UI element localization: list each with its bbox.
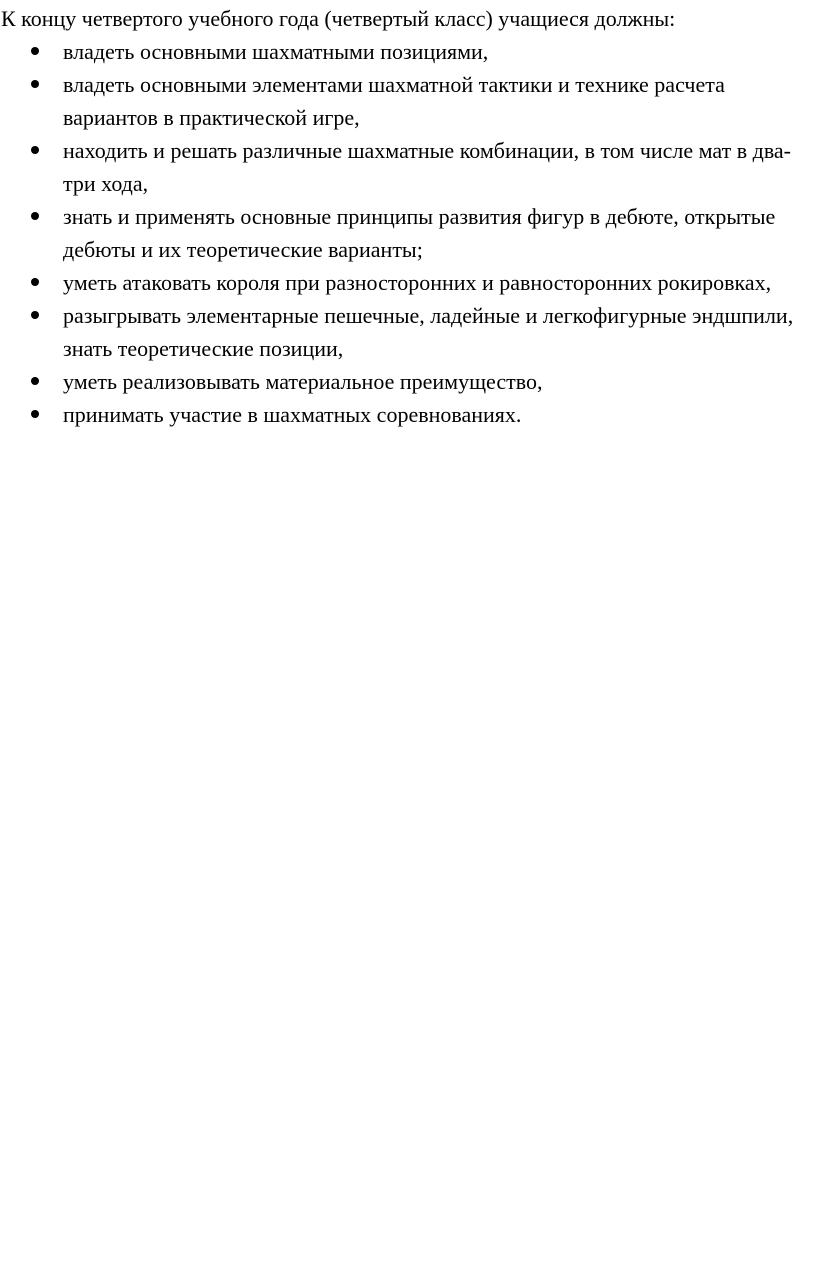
list-item-text: принимать участие в шахматных соревнованиях.	[63, 402, 522, 427]
list-item-text: владеть основными шахматными позициями,	[63, 39, 489, 64]
list-item	[0, 200, 816, 266]
bullet-icon	[31, 410, 39, 418]
list-item	[0, 68, 816, 134]
requirements-list	[0, 35, 816, 431]
bullet-icon	[31, 377, 39, 385]
bullet-icon	[31, 278, 39, 286]
bullet-icon	[31, 212, 39, 220]
intro-paragraph: К концу четвертого учебного года (четвертый класс) учащиеся должны:	[1, 6, 676, 31]
bullet-icon	[31, 47, 39, 55]
list-item	[0, 398, 816, 431]
list-item-text: разыгрывать элементарные пешечные, ладейные и легкофигурные эндшпили, знать теоретические позиции,	[63, 303, 794, 361]
list-item-text: знать и применять основные принципы развития фигур в дебюте, открытые дебюты и их теоретические варианты;	[63, 204, 776, 262]
list-item	[0, 299, 816, 365]
list-item-text: находить и решать различные шахматные комбинации, в том числе мат в два-три хода,	[63, 138, 792, 196]
list-item-text: владеть основными элементами шахматной тактики и технике расчета вариантов в практической игре,	[63, 72, 725, 130]
list-item-text: уметь реализовывать материальное преимущество,	[63, 369, 543, 394]
list-item-text: уметь атаковать короля при разносторонних и равносторонних рокировках,	[63, 270, 772, 295]
list-item	[0, 266, 816, 299]
list-item	[0, 365, 816, 398]
bullet-icon	[31, 80, 39, 88]
bullet-icon	[31, 146, 39, 154]
bullet-icon	[31, 311, 39, 319]
list-item	[0, 35, 816, 68]
list-item	[0, 134, 816, 200]
